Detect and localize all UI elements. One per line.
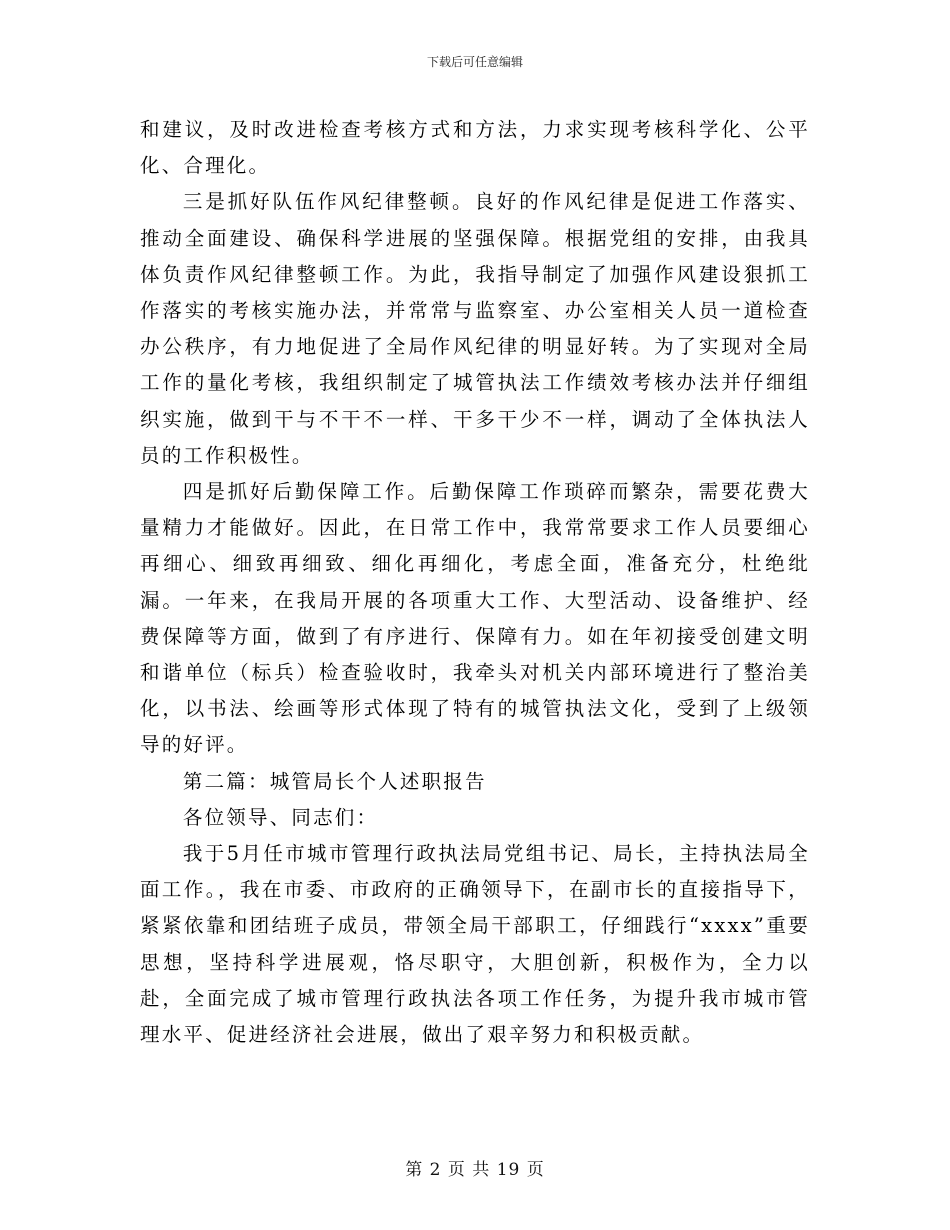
header-note: 下载后可任意编辑	[426, 55, 523, 69]
salutation: 各位领导、同志们：	[182, 805, 379, 829]
document-body	[140, 112, 810, 1053]
paragraph-discipline: 三是抓好队伍作风纪律整顿。良好的作风纪律是促进工作落实、推动全面建设、确保科学进展的坚强保障。根据党组的安排，由我具体负责作风纪律整顿工作。为此，我指导制定了加强作风建设狠抓工作落实的考核实施办法，并常常与监察室、办公室相关人员一道检查办公秩序，有力地促进了全局作风纪律的明显好转。为了实现对全局工作的量化考核，我组织制定了城管执法工作绩效考核办法并仔细组织实施，做到干与不干不一样、干多干少不一样，调动了全体执法人员的工作积极性。	[140, 190, 810, 467]
paragraph-continuation: 和建议，及时改进检查考核方式和方法，力求实现考核科学化、公平化、合理化。	[140, 118, 810, 178]
paragraph-intro: 我于5月任市城市管理行政执法局党组书记、局长，主持执法局全面工作。，我在市委、市政府的正确领导下，在副市长的直接指导下，紧紧依靠和团结班子成员，带领全局干部职工，仔细践行“xxxx”重要思想，坚持科学进展观，恪尽职守，大胆创新，积极作为，全力以赴，全面完成了城市管理行政执法各项工作任务，为提升我市城市管理水平、促进经济社会进展，做出了艰辛努力和积极贡献。	[140, 842, 810, 1047]
section-heading: 第二篇：城管局长个人述职报告	[182, 769, 487, 793]
paragraph-logistics: 四是抓好后勤保障工作。后勤保障工作琐碎而繁杂，需要花费大量精力才能做好。因此，在日常工作中，我常常要求工作人员要细心再细心、细致再细致、细化再细化，考虑全面，准备充分，杜绝纰漏。一年来，在我局开展的各项重大工作、大型活动、设备维护、经费保障等方面，做到了有序进行、保障有力。如在年初接受创建文明和谐单位（标兵）检查验收时，我牵头对机关内部环境进行了整治美化，以书法、绘画等形式体现了特有的城管执法文化，受到了上级领导的好评。	[140, 480, 810, 757]
page-number: 第 2 页 共 19 页	[405, 1160, 545, 1180]
